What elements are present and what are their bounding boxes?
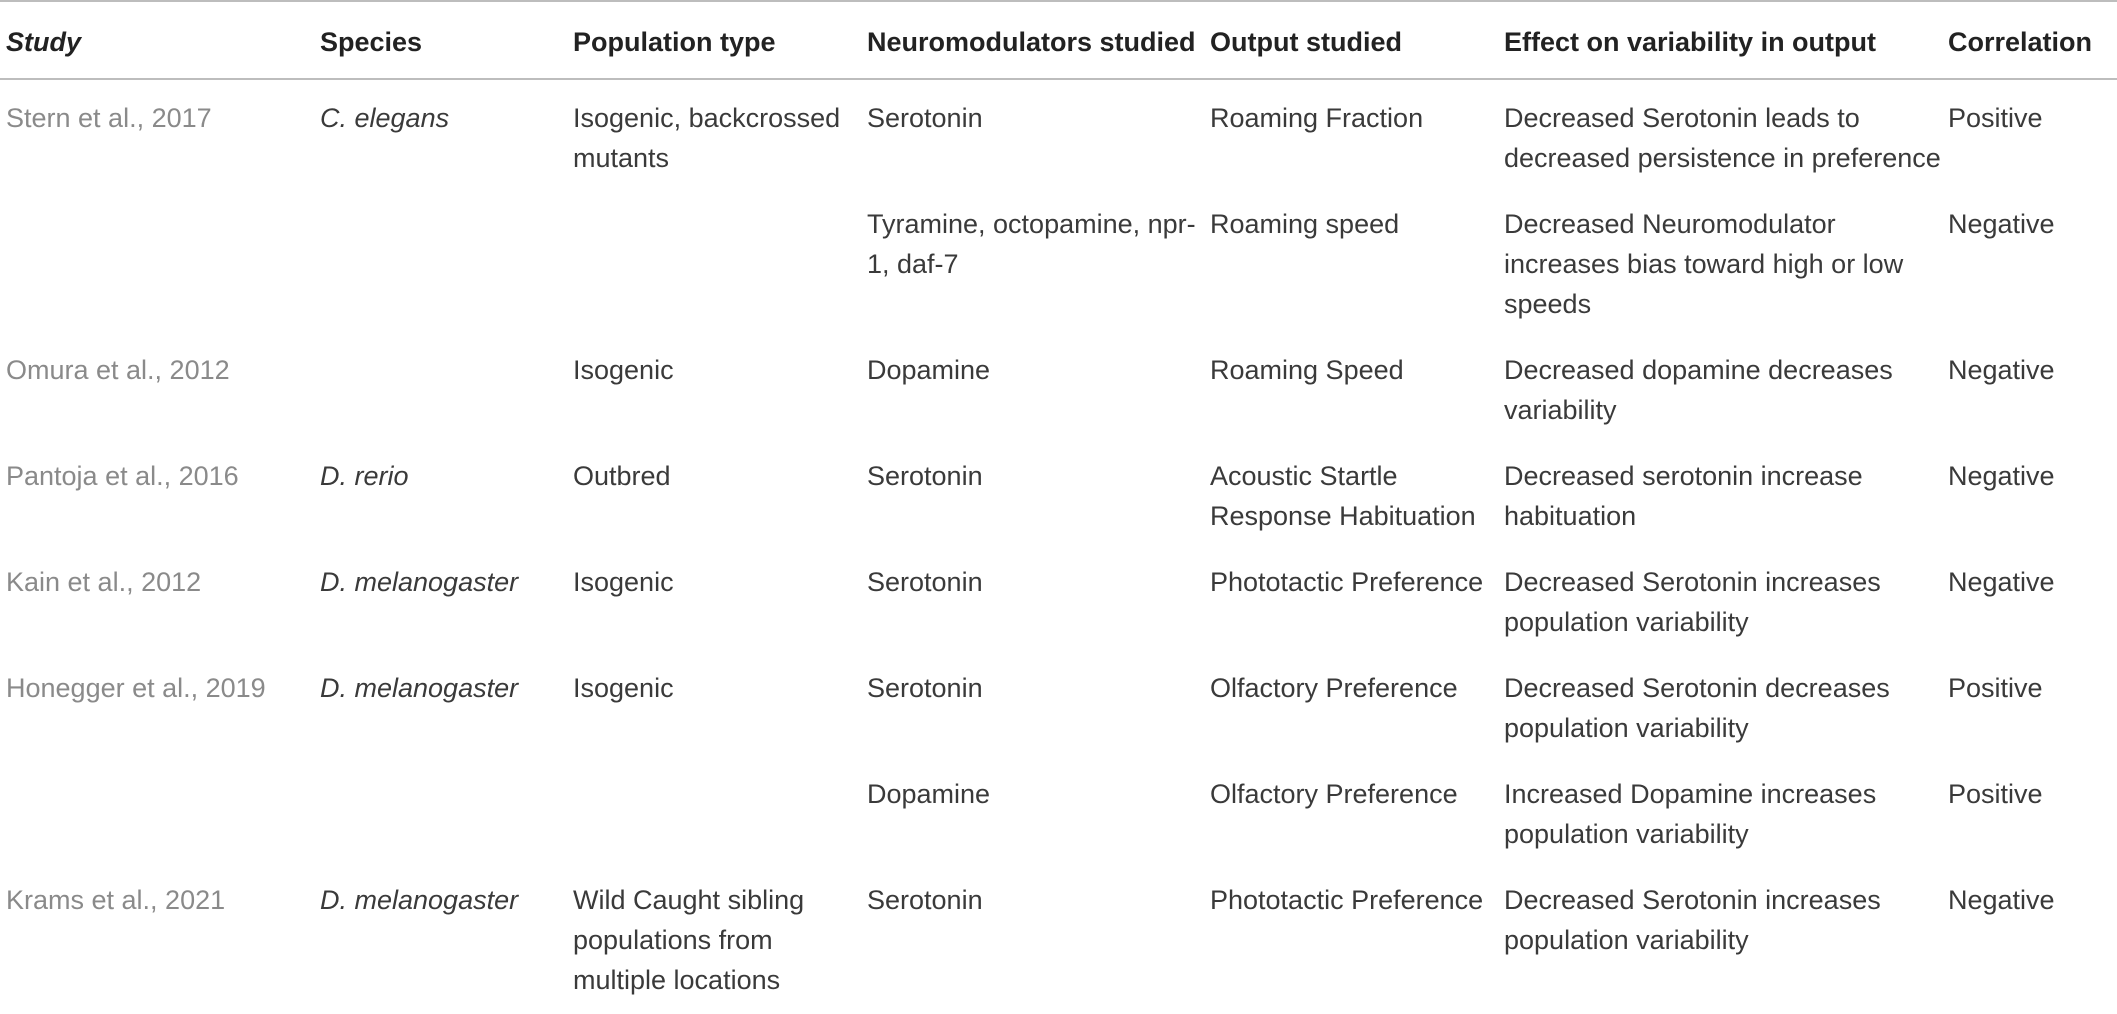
cell-effect: Decreased Serotonin leads to decreased persistence in preference — [1504, 103, 1941, 173]
header-study: Study — [0, 1, 320, 79]
cell-study — [0, 762, 320, 868]
cell-effect: Decreased Serotonin increases population variability — [1504, 567, 1881, 637]
cell-species — [320, 192, 573, 338]
cell-neuromodulators: Serotonin — [867, 885, 983, 915]
header-correlation: Correlation — [1948, 1, 2117, 79]
cell-neuromodulators: Serotonin — [867, 567, 983, 597]
cell-neuromodulators: Dopamine — [867, 779, 991, 809]
header-neuromodulators: Neuromodulators studied — [867, 1, 1210, 79]
cell-species: D. rerio — [320, 461, 409, 491]
cell-neuromodulators: Dopamine — [867, 355, 991, 385]
cell-effect: Increased Dopamine increases population variability — [1504, 779, 1877, 849]
cell-study: Krams et al., 2021 — [6, 885, 226, 915]
cell-correlation: Negative — [1948, 885, 2055, 915]
cell-correlation: Negative — [1948, 209, 2055, 239]
cell-correlation: Negative — [1948, 461, 2055, 491]
cell-effect: Decreased Neuromodulator increases bias toward high or low speeds — [1504, 209, 1904, 319]
cell-effect: Decreased Serotonin increases population variability — [1504, 885, 1881, 955]
table-row — [0, 338, 2117, 444]
cell-population-type: Isogenic, backcrossed mutants — [573, 103, 841, 173]
cell-study: Kain et al., 2012 — [6, 567, 202, 597]
cell-neuromodulators: Serotonin — [867, 461, 983, 491]
cell-output-studied: Phototactic Preference — [1210, 885, 1484, 915]
cell-correlation: Negative — [1948, 355, 2055, 385]
cell-population-type: Isogenic — [573, 673, 674, 703]
cell-population-type: Outbred — [573, 461, 671, 491]
cell-correlation: Positive — [1948, 673, 2043, 703]
header-output-studied: Output studied — [1210, 1, 1504, 79]
cell-effect: Decreased serotonin increase habituation — [1504, 461, 1863, 531]
cell-correlation: Positive — [1948, 103, 2043, 133]
cell-population-type — [573, 192, 867, 338]
cell-study: Stern et al., 2017 — [6, 103, 212, 133]
cell-species: D. melanogaster — [320, 673, 519, 703]
cell-population-type: Isogenic — [573, 567, 674, 597]
cell-output-studied: Acoustic Startle Response Habituation — [1210, 461, 1476, 531]
table-body — [0, 79, 2117, 1014]
cell-output-studied: Phototactic Preference — [1210, 567, 1484, 597]
cell-species: D. melanogaster — [320, 567, 519, 597]
cell-species — [320, 338, 573, 444]
cell-neuromodulators: Tyramine, octopamine, npr-1, daf-7 — [867, 209, 1196, 279]
cell-output-studied: Roaming Fraction — [1210, 103, 1424, 133]
cell-population-type — [573, 762, 867, 868]
table-row — [0, 444, 2117, 550]
table-row — [0, 79, 2117, 192]
cell-study: Omura et al., 2012 — [6, 355, 230, 385]
cell-effect: Decreased Serotonin decreases population variability — [1504, 673, 1890, 743]
header-effect: Effect on variability in output — [1504, 1, 1948, 79]
cell-neuromodulators: Serotonin — [867, 673, 983, 703]
header-species: Species — [320, 1, 573, 79]
cell-output-studied: Roaming speed — [1210, 209, 1400, 239]
header-row — [0, 1, 2117, 79]
table-row — [0, 656, 2117, 762]
cell-output-studied: Olfactory Preference — [1210, 673, 1458, 703]
cell-population-type: Wild Caught sibling populations from multiple locations — [573, 885, 805, 995]
cell-species — [320, 762, 573, 868]
cell-species: D. melanogaster — [320, 885, 519, 915]
cell-effect: Decreased dopamine decreases variability — [1504, 355, 1893, 425]
table-row — [0, 868, 2117, 1014]
table-row — [0, 762, 2117, 868]
header-population-type: Population type — [573, 1, 867, 79]
cell-study: Honegger et al., 2019 — [6, 673, 266, 703]
table-row — [0, 192, 2117, 338]
cell-output-studied: Olfactory Preference — [1210, 779, 1458, 809]
cell-population-type: Isogenic — [573, 355, 674, 385]
cell-species: C. elegans — [320, 103, 450, 133]
cell-study — [0, 192, 320, 338]
cell-correlation: Positive — [1948, 779, 2043, 809]
cell-output-studied: Roaming Speed — [1210, 355, 1404, 385]
cell-study: Pantoja et al., 2016 — [6, 461, 239, 491]
cell-correlation: Negative — [1948, 567, 2055, 597]
cell-neuromodulators: Serotonin — [867, 103, 983, 133]
table-row — [0, 550, 2117, 656]
table-header — [0, 1, 2117, 79]
